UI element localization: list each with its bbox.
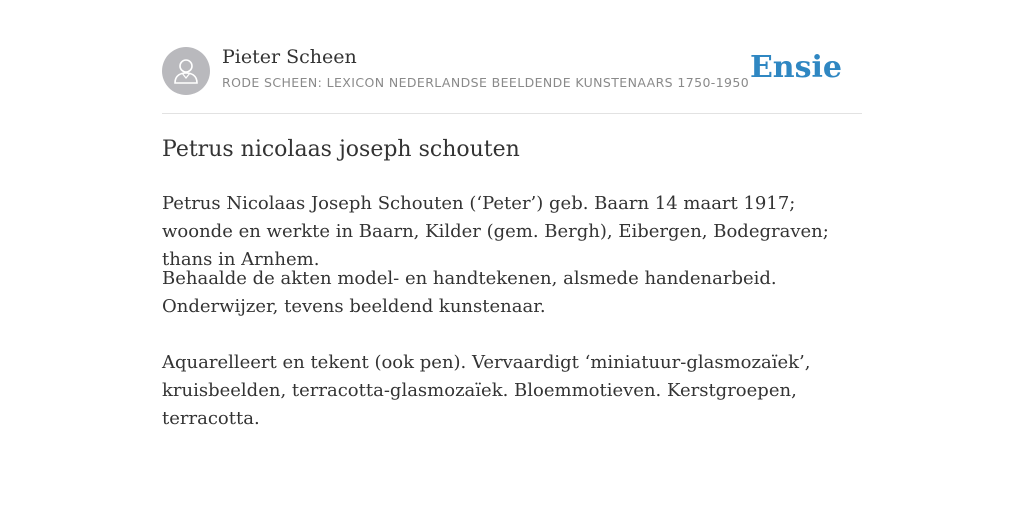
article-header [162, 40, 862, 114]
paragraph-works: Aquarelleert en tekent (ook pen). Vervaardigt ‘miniatuur-glasmozaïek’, kruisbeelden, terracotta-glasmozaïek. Bloemmotieven. Kerstgroepen, terracotta. [162, 352, 811, 429]
user-icon [172, 57, 200, 85]
avatar[interactable] [162, 47, 210, 95]
paragraph-biography: Petrus Nicolaas Joseph Schouten (‘Peter’) geb. Baarn 14 maart 1917; woonde en werkte in Baarn, Kilder (gem. Bergh), Eibergen, Bodegraven; thans in Arnhem. [162, 193, 829, 270]
page-title: Petrus nicolaas joseph schouten [162, 137, 520, 162]
ensie-logo[interactable]: Ensie [749, 50, 842, 85]
paragraph-education: Behaalde de akten model- en handtekenen, alsmede handenarbeid. Onderwijzer, tevens beeldend kunstenaar. [162, 268, 777, 317]
article-card [162, 40, 862, 429]
source-title[interactable]: RODE SCHEEN: LEXICON NEDERLANDSE BEELDENDE KUNSTENAARS 1750-1950 [222, 75, 750, 90]
author-name[interactable]: Pieter Scheen [222, 46, 357, 68]
